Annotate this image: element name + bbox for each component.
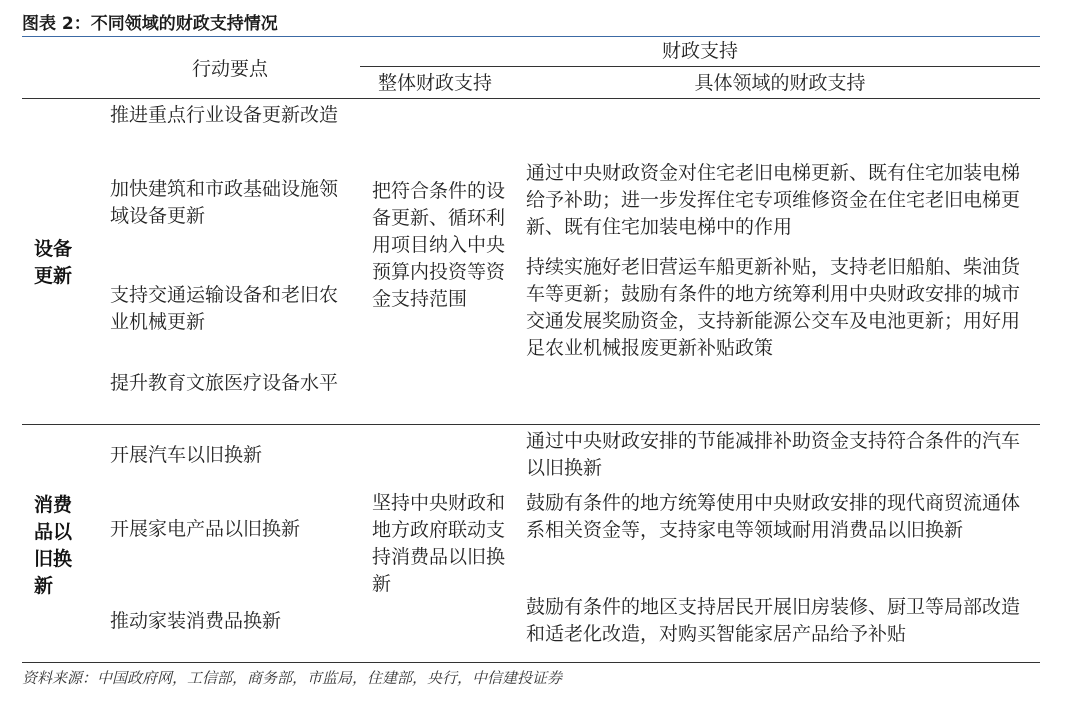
action-item: 提升教育文旅医疗设备水平 xyxy=(110,372,339,394)
specific-support-text: 持续实施好老旧营运车船更新补贴，支持老旧船舶、柴油货车等更新；鼓励有条件的地方统筹利用中央财政安排的城市交通发展奖励资金，支持新能源公交车及电池更新；用好用足农业机械报废更新补贴政策 xyxy=(526,256,1021,359)
source-note: 资料来源：中国政府网，工信部，商务部，市监局，住建部，央行，中信建投证券 xyxy=(22,669,563,687)
specific-support-text: 通过中央财政资金对住宅老旧电梯更新、既有住宅加装电梯给予补助；进一步发挥住宅专项维修资金在住宅老旧电梯更新、既有住宅加装电梯中的作用 xyxy=(526,162,1021,238)
section-divider xyxy=(22,424,1040,425)
title-underline xyxy=(22,36,1040,37)
header-action-points: 行动要点 xyxy=(191,58,268,80)
overall-support-text: 把符合条件的设备更新、循环利用项目纳入中央预算内投资等资金支持范围 xyxy=(372,180,506,310)
action-item: 开展家电产品以旧换新 xyxy=(110,518,301,540)
specific-support-text: 鼓励有条件的地区支持居民开展旧房装修、厨卫等局部改造和适老化改造，对购买智能家居产品给予补贴 xyxy=(526,596,1021,645)
action-item: 开展汽车以旧换新 xyxy=(110,444,263,466)
header-overall-support: 整体财政支持 xyxy=(377,72,492,94)
specific-support-text: 鼓励有条件的地方统筹使用中央财政安排的现代商贸流通体系相关资金等，支持家电等领域耐用消费品以旧换新 xyxy=(526,492,1021,541)
specific-support-text: 通过中央财政安排的节能减排补助资金支持符合条件的汽车以旧换新 xyxy=(526,430,1021,479)
header-fiscal-support: 财政支持 xyxy=(661,40,738,62)
header-bottom-rule xyxy=(22,98,1040,99)
figure-title: 图表 2：不同领域的财政支持情况 xyxy=(22,14,278,34)
overall-support-text: 坚持中央财政和地方政府联动支持消费品以旧换新 xyxy=(372,492,506,595)
action-item: 支持交通运输设备和老旧农业机械更新 xyxy=(110,284,339,333)
table-bottom-rule xyxy=(22,662,1040,663)
header-specific-support: 具体领域的财政支持 xyxy=(694,72,866,94)
action-item: 加快建筑和市政基础设施领域设备更新 xyxy=(110,178,339,227)
section-name-consumer-trade-in: 消费 品以 旧换 新 xyxy=(34,494,73,597)
action-item: 推进重点行业设备更新改造 xyxy=(110,104,339,126)
header-subdivider xyxy=(360,66,1040,67)
section-name-equipment: 设备 更新 xyxy=(34,238,73,287)
action-item: 推动家装消费品换新 xyxy=(110,610,282,632)
